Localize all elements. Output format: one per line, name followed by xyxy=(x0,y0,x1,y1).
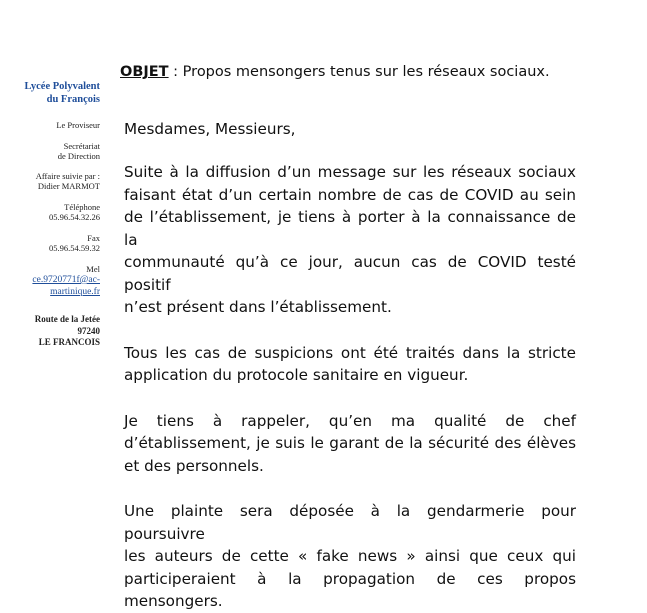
email: Mel ce.9720771f@ac- martinique.fr xyxy=(0,264,100,299)
secretariat: Secrétariat de Direction xyxy=(57,140,100,161)
letter-object: OBJET : Propos mensongers tenus sur les réseaux sociaux. xyxy=(120,64,550,80)
paragraph-1: Suite à la diffusion d’un message sur les réseaux sociaux faisant état d’un certain nombre de cas de COVID au sein de l’établissement, je tiens à porter à la connaissance de la communauté qu’à ce jour, aucun cas de COVID testé positif n’est présent dans l’établissement. xyxy=(124,163,576,316)
followed-by: Affaire suivie par : Didier MARMOT xyxy=(35,170,100,191)
letter-body xyxy=(120,64,576,613)
fax: Fax 05.96.54.59.32 xyxy=(49,232,100,253)
school-name: Lycée Polyvalent du François xyxy=(24,81,100,105)
letterhead-sidebar xyxy=(0,80,100,349)
paragraph-2: Tous les cas de suspicions ont été traités dans la stricte application du protocole sanitaire en vigueur. xyxy=(124,343,576,384)
role: Le Proviseur xyxy=(56,120,100,130)
paragraph-3: Je tiens à rappeler, qu’en ma qualité de chef d’établissement, je suis le garant de la sécurité des élèves et des personnels. xyxy=(124,411,576,475)
address: Route de la Jetée 97240 LE FRANCOIS xyxy=(34,314,100,347)
email-link[interactable]: ce.9720771f@ac- martinique.fr xyxy=(32,275,100,297)
paragraph-4: Une plainte sera déposée à la gendarmerie pour poursuivre les auteurs de cette « fake news » ainsi que ceux qui participeraient à la propagation de ces propos mensongers. xyxy=(124,502,576,610)
phone: Téléphone 05.96.54.32.26 xyxy=(49,201,100,222)
greeting: Mesdames, Messieurs, xyxy=(124,120,296,138)
